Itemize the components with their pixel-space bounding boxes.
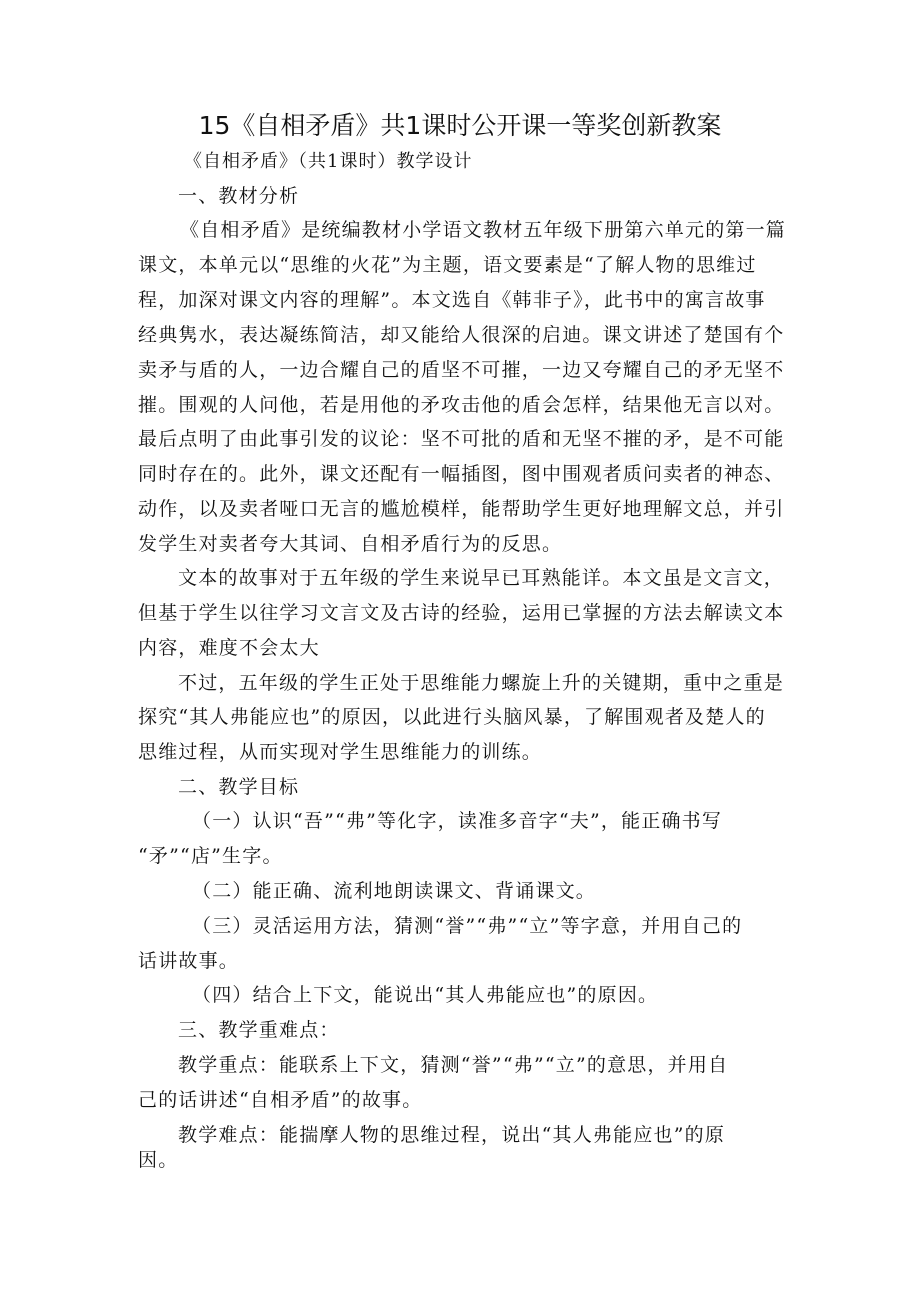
paragraph-line: 同时存在的。此外，课文还配有一幅插图，图中围观者质问卖者的神态、	[138, 463, 785, 485]
key-point: 己的话讲述“自相矛盾”的故事。	[138, 1089, 423, 1111]
section-heading-textbook-analysis: 一、教材分析	[178, 185, 300, 207]
paragraph-line: 不过，五年级的学生正处于思维能力螺旋上升的关键期，重中之重是	[178, 672, 785, 694]
goal-item: （二）能正确、流利地朗读课文、背诵课文。	[192, 880, 597, 902]
key-point: 教学重点：能联系上下文，猜测“誉”“弗”“立”的意思，并用自	[178, 1054, 729, 1076]
document-title: 15《自相矛盾》共1课时公开课一等奖创新教案	[198, 111, 722, 140]
paragraph-line: 摧。围观的人问他，若是用他的矛攻击他的盾会怎样，结果他无言以对。	[138, 394, 785, 416]
paragraph-line: 《自相矛盾》是统编教材小学语文教材五年级下册第六单元的第一篇	[180, 219, 787, 241]
goal-item: 话讲故事。	[138, 950, 240, 972]
paragraph-line: 内容，难度不会太大	[138, 637, 320, 659]
goal-item: （一）认识“吾”“弗”等化字，读准多音字“夫”，能正确书写	[192, 810, 723, 832]
document-subtitle: 《自相矛盾》（共1课时）教学设计	[184, 151, 473, 172]
paragraph-line: 卖矛与盾的人，一边合耀自己的盾坚不可摧，一边又夸耀自己的矛无坚不	[138, 359, 785, 381]
paragraph-line: 最后点明了由此事引发的议论：坚不可批的盾和无坚不摧的矛，是不可能	[138, 428, 785, 450]
paragraph-line: 但基于学生以往学习文言文及古诗的经验，运用已掌握的方法去解读文本	[138, 602, 785, 624]
paragraph-line: 课文，本单元以“思维的火花”为主题，语文要素是“了解人物的思维过	[138, 254, 757, 276]
paragraph-line: 程，加深对课文内容的理解”。本文选自《韩非子》，此书中的寓言故事	[138, 289, 766, 311]
section-heading-teaching-goals: 二、教学目标	[178, 776, 300, 798]
paragraph-line: 探究“其人弗能应也”的原因，以此进行头脑风暴，了解围观者及楚人的	[138, 706, 766, 728]
goal-item: （三）灵活运用方法，猜测“誉”“弗”“立”等字意，并用自己的	[192, 915, 743, 937]
paragraph-line: 发学生对卖者夸大其词、自相矛盾行为的反思。	[138, 533, 563, 555]
goal-item: “矛”“店”生字。	[138, 845, 283, 867]
section-heading-key-difficult-points: 三、教学重难点：	[178, 1019, 340, 1041]
paragraph-line: 文本的故事对于五年级的学生来说早已耳熟能详。本文虽是文言文，	[178, 567, 785, 589]
difficult-point: 教学难点：能揣摩人物的思维过程，说出“其人弗能应也”的原	[178, 1124, 726, 1146]
paragraph-line: 思维过程，从而实现对学生思维能力的训练。	[138, 741, 543, 763]
goal-item: （四）结合上下文，能说出“其人弗能应也”的原因。	[192, 984, 659, 1006]
paragraph-line: 动作，以及卖者哑口无言的尴尬模样，能帮助学生更好地理解文总，并引	[138, 498, 785, 520]
difficult-point: 因。	[138, 1149, 179, 1171]
paragraph-line: 经典隽水，表达凝练简洁，却又能给人很深的启迪。课文讲述了楚国有个	[138, 324, 785, 346]
